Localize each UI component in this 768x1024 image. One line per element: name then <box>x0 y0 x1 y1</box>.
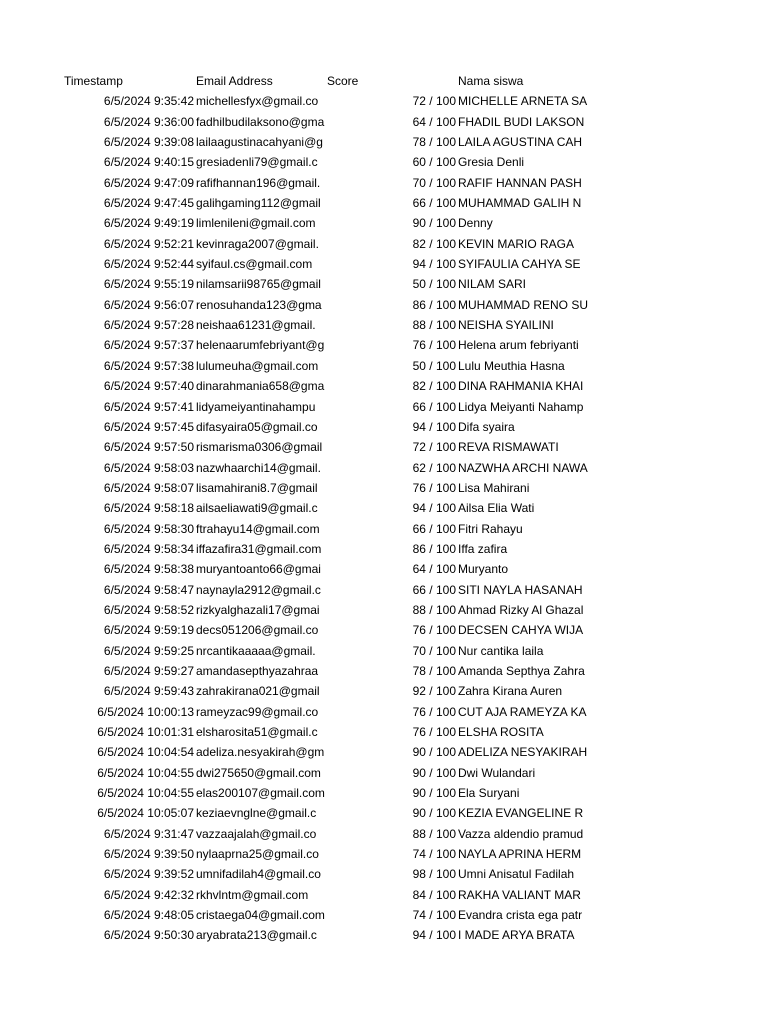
cell-email: limlenileni@gmail.com <box>196 216 316 231</box>
cell-score: 90 / 100 <box>412 745 456 760</box>
table-row <box>0 152 768 172</box>
table-row <box>0 905 768 925</box>
table-row <box>0 844 768 864</box>
table-row <box>0 641 768 661</box>
cell-email: elas200107@gmail.com <box>196 786 325 801</box>
cell-timestamp: 6/5/2024 10:04:55 <box>97 765 194 780</box>
cell-name: CUT AJA RAMEYZA KA <box>458 704 587 719</box>
table-row <box>0 213 768 233</box>
cell-email: rafifhannan196@gmail. <box>196 175 321 190</box>
cell-timestamp: 6/5/2024 9:40:15 <box>103 155 194 170</box>
cell-timestamp: 6/5/2024 9:36:00 <box>103 114 194 129</box>
cell-email: iffazafira31@gmail.com <box>196 541 322 556</box>
cell-timestamp: 6/5/2024 9:49:19 <box>103 216 194 231</box>
cell-timestamp: 6/5/2024 9:39:08 <box>103 135 194 150</box>
cell-timestamp: 6/5/2024 9:56:07 <box>103 297 194 312</box>
cell-timestamp: 6/5/2024 9:47:45 <box>103 196 194 211</box>
cell-name: NILAM SARI <box>458 277 527 292</box>
table-row <box>0 885 768 905</box>
cell-score: 94 / 100 <box>412 257 456 272</box>
cell-name: Lisa Mahirani <box>458 480 530 495</box>
cell-score: 90 / 100 <box>412 806 456 821</box>
cell-timestamp: 6/5/2024 9:55:19 <box>103 277 194 292</box>
table-row <box>0 397 768 417</box>
cell-score: 70 / 100 <box>412 643 456 658</box>
cell-name: Lidya Meiyanti Nahamp <box>458 399 584 414</box>
cell-name: Amanda Septhya Zahra <box>458 663 585 678</box>
cell-timestamp: 6/5/2024 10:05:07 <box>97 806 194 821</box>
cell-email: vazzaajalah@gmail.co <box>196 826 317 841</box>
cell-score: 78 / 100 <box>412 135 456 150</box>
cell-name: LAILA AGUSTINA CAH <box>458 135 583 150</box>
cell-score: 90 / 100 <box>412 216 456 231</box>
cell-score: 72 / 100 <box>412 94 456 109</box>
table-row <box>0 335 768 355</box>
cell-timestamp: 6/5/2024 9:52:44 <box>103 257 194 272</box>
cell-timestamp: 6/5/2024 9:57:37 <box>103 338 194 353</box>
cell-timestamp: 6/5/2024 9:58:03 <box>103 460 194 475</box>
cell-timestamp: 6/5/2024 9:48:05 <box>103 908 194 923</box>
cell-timestamp: 6/5/2024 9:58:07 <box>103 480 194 495</box>
cell-score: 86 / 100 <box>412 297 456 312</box>
cell-timestamp: 6/5/2024 9:31:47 <box>103 826 194 841</box>
cell-email: rameyzac99@gmail.co <box>196 704 319 719</box>
cell-timestamp: 6/5/2024 10:00:13 <box>97 704 194 719</box>
header-timestamp: Timestamp <box>64 74 123 88</box>
cell-name: DINA RAHMANIA KHAI <box>458 379 584 394</box>
cell-email: rismarisma0306@gmail <box>196 440 323 455</box>
table-row <box>0 376 768 396</box>
table-row <box>0 803 768 823</box>
cell-score: 76 / 100 <box>412 725 456 739</box>
cell-email: lisamahirani8.7@gmail <box>196 480 318 495</box>
cell-score: 76 / 100 <box>412 480 456 495</box>
table-row <box>0 234 768 254</box>
table-row <box>0 722 768 742</box>
cell-name: MICHELLE ARNETA SA <box>458 94 588 109</box>
cell-score: 76 / 100 <box>412 704 456 719</box>
cell-email: cristaega04@gmail.com <box>196 908 325 923</box>
cell-timestamp: 6/5/2024 9:57:45 <box>103 419 194 434</box>
cell-name: NEISHA SYAILINI <box>458 318 554 333</box>
cell-name: MUHAMMAD RENO SU <box>458 297 589 312</box>
table-row <box>0 580 768 600</box>
cell-timestamp: 6/5/2024 9:50:30 <box>103 928 194 943</box>
cell-name: Zahra Kirana Auren <box>458 684 563 699</box>
cell-email: lidyameiyantinahampu <box>196 399 316 414</box>
cell-name: Evandra crista ega patr <box>458 908 583 923</box>
table-body <box>0 91 768 945</box>
cell-score: 64 / 100 <box>412 562 456 577</box>
cell-timestamp: 6/5/2024 9:35:42 <box>103 94 194 109</box>
cell-email: zahrakirana021@gmail <box>196 684 320 699</box>
cell-email: dwi275650@gmail.com <box>196 765 321 780</box>
cell-name: I MADE ARYA BRATA <box>458 928 575 943</box>
cell-timestamp: 6/5/2024 9:57:38 <box>103 358 194 373</box>
table-row <box>0 620 768 640</box>
cell-name: ELSHA ROSITA <box>458 725 544 739</box>
cell-email: umnifadilah4@gmail.co <box>196 867 321 882</box>
cell-email: neishaa61231@gmail. <box>196 318 316 333</box>
cell-name: Vazza aldendio pramud <box>458 826 584 841</box>
cell-timestamp: 6/5/2024 9:57:28 <box>103 318 194 333</box>
cell-score: 94 / 100 <box>412 501 456 516</box>
cell-email: michellesfyx@gmail.co <box>196 94 319 109</box>
cell-timestamp: 6/5/2024 10:04:55 <box>97 786 194 801</box>
table-row <box>0 295 768 315</box>
table-row <box>0 417 768 437</box>
cell-name: KEVIN MARIO RAGA <box>458 236 575 251</box>
cell-score: 66 / 100 <box>412 582 456 597</box>
cell-score: 50 / 100 <box>412 358 456 373</box>
cell-score: 94 / 100 <box>412 419 456 434</box>
cell-score: 76 / 100 <box>412 623 456 638</box>
table-row <box>0 112 768 132</box>
cell-timestamp: 6/5/2024 9:58:38 <box>103 562 194 577</box>
cell-name: Nur cantika laila <box>458 643 544 658</box>
table-row <box>0 702 768 722</box>
cell-timestamp: 6/5/2024 9:42:32 <box>103 887 194 902</box>
cell-score: 98 / 100 <box>412 867 456 882</box>
cell-email: rkhvlntm@gmail.com <box>196 887 309 902</box>
cell-score: 86 / 100 <box>412 541 456 556</box>
cell-score: 74 / 100 <box>412 908 456 923</box>
cell-timestamp: 6/5/2024 9:47:09 <box>103 175 194 190</box>
table-row <box>0 925 768 945</box>
cell-timestamp: 6/5/2024 9:59:19 <box>103 623 194 638</box>
cell-score: 82 / 100 <box>412 379 456 394</box>
cell-timestamp: 6/5/2024 10:04:54 <box>97 745 194 760</box>
table-row <box>0 437 768 457</box>
cell-email: adeliza.nesyakirah@gm <box>196 745 325 760</box>
cell-email: muryantoanto66@gmai <box>196 562 321 577</box>
cell-email: helenaarumfebriyant@g <box>196 338 325 353</box>
header-name: Nama siswa <box>458 74 524 88</box>
cell-name: Dwi Wulandari <box>458 765 536 780</box>
table-row <box>0 478 768 498</box>
cell-name: Muryanto <box>458 562 509 577</box>
cell-name: ADELIZA NESYAKIRAH <box>458 745 588 760</box>
cell-score: 66 / 100 <box>412 196 456 211</box>
table-row <box>0 254 768 274</box>
cell-email: nazwhaarchi14@gmail. <box>196 460 321 475</box>
table-row <box>0 274 768 294</box>
cell-email: lailaagustinacahyani@g <box>196 135 323 150</box>
cell-name: DECSEN CAHYA WIJA <box>458 623 584 638</box>
table-row <box>0 91 768 111</box>
cell-name: Ahmad Rizky Al Ghazal <box>458 602 584 617</box>
cell-email: gresiadenli79@gmail.c <box>196 155 318 170</box>
table-row <box>0 742 768 762</box>
cell-name: Umni Anisatul Fadilah <box>458 867 575 882</box>
cell-email: renosuhanda123@gma <box>196 297 322 312</box>
cell-score: 88 / 100 <box>412 318 456 333</box>
cell-email: nylaaprna25@gmail.co <box>196 847 319 862</box>
cell-email: nrcantikaaaaa@gmail. <box>196 643 316 658</box>
cell-name: RAKHA VALIANT MAR <box>458 887 581 902</box>
cell-score: 64 / 100 <box>412 114 456 129</box>
cell-timestamp: 6/5/2024 10:01:31 <box>97 725 194 739</box>
header-email: Email Address <box>196 74 273 88</box>
cell-email: ailsaeliawati9@gmail.c <box>196 501 318 516</box>
cell-timestamp: 6/5/2024 9:59:27 <box>103 663 194 678</box>
cell-score: 88 / 100 <box>412 826 456 841</box>
cell-email: kevinraga2007@gmail. <box>196 236 319 251</box>
cell-score: 88 / 100 <box>412 602 456 617</box>
cell-name: KEZIA EVANGELINE R <box>458 806 584 821</box>
cell-name: REVA RISMAWATI <box>458 440 559 455</box>
cell-timestamp: 6/5/2024 9:52:21 <box>103 236 194 251</box>
table-row <box>0 193 768 213</box>
cell-email: decs051206@gmail.co <box>196 623 319 638</box>
cell-email: fadhilbudilaksono@gma <box>196 114 325 129</box>
cell-name: Gresia Denli <box>458 155 525 170</box>
table-row <box>0 315 768 335</box>
header-score: Score <box>327 74 359 88</box>
cell-email: nilamsarii98765@gmail <box>196 277 321 292</box>
table-row <box>0 559 768 579</box>
cell-score: 70 / 100 <box>412 175 456 190</box>
cell-email: ftrahayu14@gmail.com <box>196 521 320 536</box>
table-row <box>0 783 768 803</box>
cell-timestamp: 6/5/2024 9:58:52 <box>103 602 194 617</box>
cell-timestamp: 6/5/2024 9:58:18 <box>103 501 194 516</box>
cell-score: 66 / 100 <box>412 521 456 536</box>
cell-email: naynayla2912@gmail.c <box>196 582 321 597</box>
cell-timestamp: 6/5/2024 9:39:50 <box>103 847 194 862</box>
table-row <box>0 763 768 783</box>
cell-timestamp: 6/5/2024 9:57:40 <box>103 379 194 394</box>
cell-name: Iffa zafira <box>458 541 508 556</box>
cell-email: elsharosita51@gmail.c <box>196 725 318 739</box>
table-row <box>0 824 768 844</box>
cell-score: 60 / 100 <box>412 155 456 170</box>
table-row <box>0 681 768 701</box>
cell-name: Difa syaira <box>458 419 515 434</box>
cell-score: 66 / 100 <box>412 399 456 414</box>
cell-score: 72 / 100 <box>412 440 456 455</box>
cell-name: Lulu Meuthia Hasna <box>458 358 565 373</box>
cell-name: NAZWHA ARCHI NAWA <box>458 460 588 475</box>
cell-timestamp: 6/5/2024 9:58:47 <box>103 582 194 597</box>
table-row <box>0 600 768 620</box>
cell-timestamp: 6/5/2024 9:58:30 <box>103 521 194 536</box>
cell-score: 78 / 100 <box>412 663 456 678</box>
table-row <box>0 519 768 539</box>
cell-timestamp: 6/5/2024 9:58:34 <box>103 541 194 556</box>
cell-name: SYIFAULIA CAHYA SE <box>458 257 581 272</box>
table-row <box>0 132 768 152</box>
header-row <box>0 71 768 91</box>
cell-name: SITI NAYLA HASANAH <box>458 582 583 597</box>
table-row <box>0 356 768 376</box>
cell-email: syifaul.cs@gmail.com <box>196 257 313 272</box>
cell-timestamp: 6/5/2024 9:59:43 <box>103 684 194 699</box>
cell-timestamp: 6/5/2024 9:57:50 <box>103 440 194 455</box>
cell-name: Ela Suryani <box>458 786 520 801</box>
cell-name: Fitri Rahayu <box>458 521 523 536</box>
cell-email: lulumeuha@gmail.com <box>196 358 319 373</box>
cell-name: Helena arum febriyanti <box>458 338 579 353</box>
cell-email: rizkyalghazali17@gmai <box>196 602 320 617</box>
cell-score: 94 / 100 <box>412 928 456 943</box>
spreadsheet <box>0 71 768 946</box>
cell-email: amandasepthyazahraa <box>196 663 319 678</box>
cell-name: Ailsa Elia Wati <box>458 501 535 516</box>
cell-score: 82 / 100 <box>412 236 456 251</box>
table-row <box>0 173 768 193</box>
cell-score: 62 / 100 <box>412 460 456 475</box>
table-row <box>0 498 768 518</box>
cell-score: 92 / 100 <box>412 684 456 699</box>
cell-email: dinarahmania658@gma <box>196 379 325 394</box>
cell-score: 84 / 100 <box>412 887 456 902</box>
cell-email: difasyaira05@gmail.co <box>196 419 318 434</box>
cell-email: galihgaming112@gmail <box>196 196 321 211</box>
cell-score: 90 / 100 <box>412 786 456 801</box>
cell-score: 74 / 100 <box>412 847 456 862</box>
table-row <box>0 539 768 559</box>
cell-email: keziaevnglne@gmail.c <box>196 806 317 821</box>
cell-score: 50 / 100 <box>412 277 456 292</box>
cell-timestamp: 6/5/2024 9:39:52 <box>103 867 194 882</box>
cell-email: aryabrata213@gmail.c <box>196 928 317 943</box>
cell-name: FHADIL BUDI LAKSON <box>458 114 585 129</box>
cell-score: 76 / 100 <box>412 338 456 353</box>
table-row <box>0 864 768 884</box>
cell-name: Denny <box>458 216 493 231</box>
table-row <box>0 458 768 478</box>
cell-score: 90 / 100 <box>412 765 456 780</box>
cell-timestamp: 6/5/2024 9:57:41 <box>103 399 194 414</box>
cell-name: MUHAMMAD GALIH N <box>458 196 582 211</box>
cell-name: RAFIF HANNAN PASH <box>458 175 582 190</box>
cell-name: NAYLA APRINA HERM <box>458 847 582 862</box>
table-row <box>0 661 768 681</box>
cell-timestamp: 6/5/2024 9:59:25 <box>103 643 194 658</box>
